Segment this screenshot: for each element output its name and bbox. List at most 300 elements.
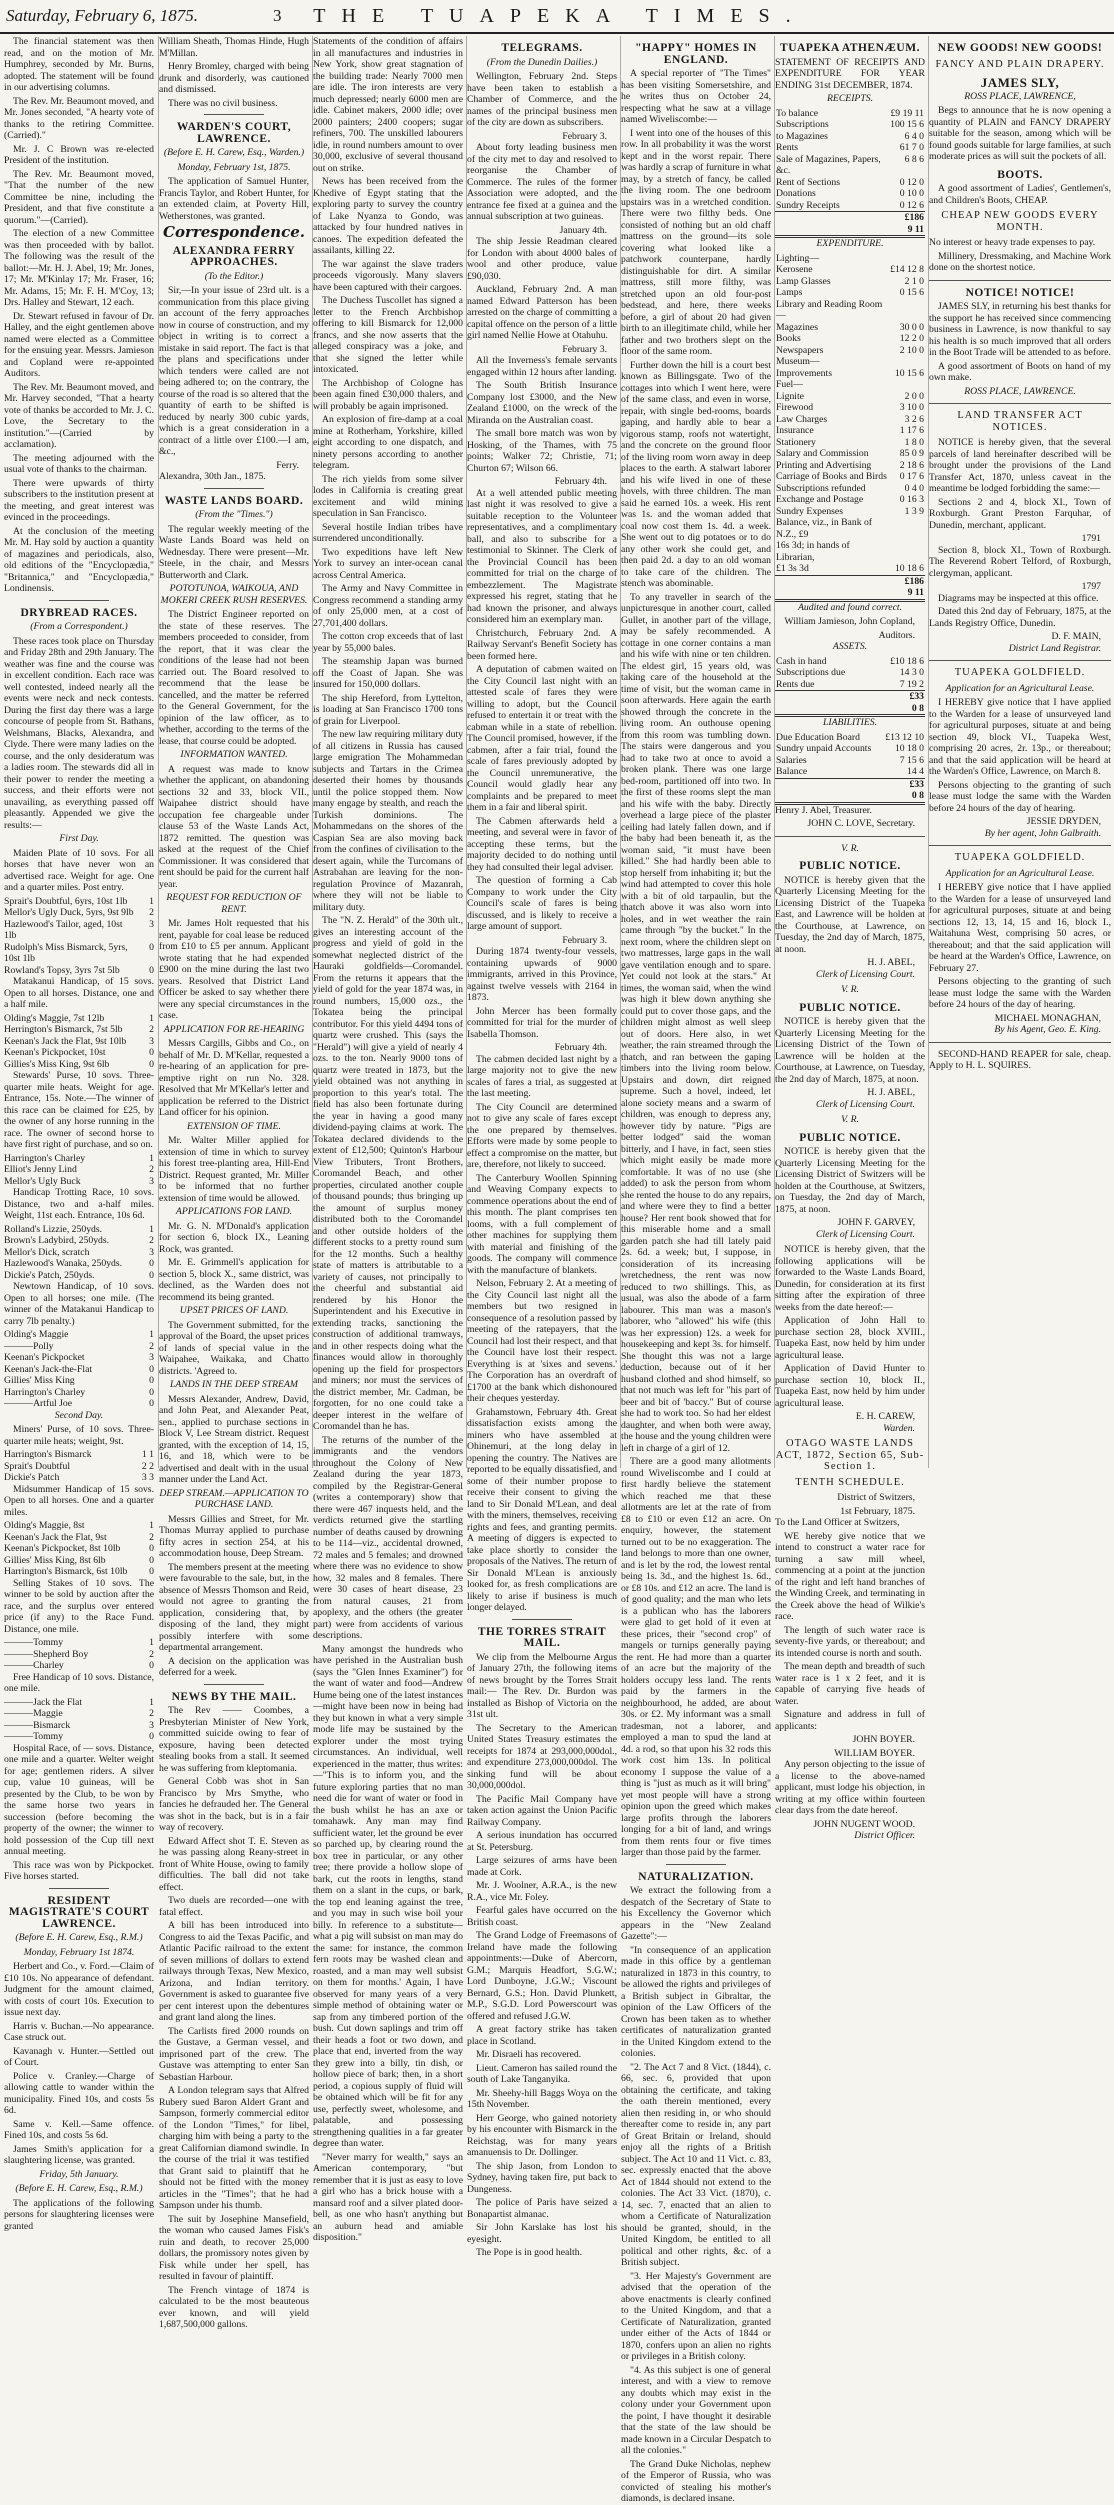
subheading: UPSET PRICES OF LAND. — [179, 1305, 289, 1316]
result-row — [4, 1164, 154, 1176]
account-amount: £14 12 8 — [890, 264, 924, 275]
placing: 0 — [149, 1566, 154, 1577]
paragraph: The new law requiring military duty of all citizens in Russia has caused large emigration The Mohammedan subjects and Tartars in the Crimea deserted their homes by thousands until the police stopped them. Now many engage by stealth, and reach the Turkish dominions. The Mohammedans on the shores of the Caspian Sea are also moving back from the confines of civilisation to the desert again, while the Turcomans of Astrabahan are leaving for the non-regulation Province of Mazanrah, where they will not be liable to military duty. — [313, 729, 463, 913]
subheading: Second Day. — [54, 1409, 104, 1421]
horse-name: ———Charley — [4, 1660, 64, 1671]
placing: 1 — [149, 1637, 154, 1648]
paragraph: The war against the slave traders proceeds vigorously. Many slavers have been captured with their cargoes. — [313, 258, 463, 293]
race-description: Handicap Trotting Race, 10 sovs. Distance, two and a-half miles. Weight, 11st each. Entrance, 10s 6d. — [4, 1187, 154, 1221]
account-amount: 3 10 0 — [899, 402, 924, 413]
paragraph: The Army and Navy Committee in Congress recommend a standing army of only 25,000 men, at a cost of 27,701,400 dollars. — [313, 583, 463, 629]
result-row — [4, 1660, 154, 1672]
paragraph: Several hostile Indian tribes have surrendered unconditionally. — [313, 521, 463, 544]
account-amount: 0 12 0 — [899, 176, 924, 188]
placing: 0 — [149, 1269, 154, 1281]
account-item: Insurance — [776, 425, 814, 436]
result-row — [4, 1341, 154, 1353]
horse-name: ———Jack the Flat — [4, 1696, 83, 1708]
account-row — [775, 379, 925, 391]
receipts-table — [775, 108, 925, 212]
account-amount — [889, 356, 925, 368]
date-line: February 3. — [562, 934, 607, 946]
headline-telegrams: TELEGRAMS. — [501, 42, 583, 54]
horse-name: ———Shepherd Boy — [4, 1648, 89, 1660]
horse-name: Harrington's Charley — [4, 1152, 86, 1164]
account-amount — [889, 517, 925, 540]
audit-note: Audited and found correct. — [797, 601, 903, 613]
result-row — [4, 1153, 154, 1165]
notice-text: Persons objecting to the granting of such lease must lodge the same with the Warden before 24 hours of the day of hearing. — [929, 779, 1111, 814]
horse-name: Dickie's Patch, 250yds. — [4, 1269, 95, 1281]
horse-name: Mellor's Ugly Buck — [4, 1175, 81, 1187]
placing: 2 — [149, 907, 154, 918]
result-row — [4, 1532, 154, 1544]
placing: 2 2 — [141, 1460, 154, 1472]
account-item: Salary and Commission — [776, 448, 869, 459]
paragraph: "4. As this subject is one of general interest, and with a view to remove any doubts which may exist in the colony under your Government upon the point, I have thought it desirable that the state of the law should be made known in a Circular Despatch to all the colonies." — [621, 2364, 771, 2456]
notice-text: Diagrams may be inspected at this office. — [938, 592, 1099, 604]
horse-name: Keenan's Pickpocket, 10st — [4, 1047, 106, 1058]
paragraph: The ship Jessie Readman cleared for London with about 4000 bales of wool and other produce, value £90,030. — [467, 236, 617, 282]
paragraph: The Grand Lodge of Freemasons of Ireland have made the following appointments:—Duke of Abercorn, G.M.; Marquis Headfort, S.G.W.; Lord Dunboyne, J.G.W.; Viscount Bernard, G.S.; Hon. David Plunkett, M.P., S.G.D. Lord Powerscourt was offered and refused J.G.W. — [467, 1930, 617, 2022]
signature-title: By his Agent, Geo. E. King. — [994, 1024, 1101, 1035]
paragraph: The meeting adjourned with the usual vote of thanks to the chairman. — [4, 452, 154, 475]
headline-wardens-court: WARDEN'S COURT, LAWRENCE. — [176, 121, 292, 145]
signature: D. F. MAIN, — [1051, 631, 1101, 642]
result-row — [4, 1566, 154, 1578]
horse-name: ———Artful Joe — [4, 1398, 73, 1409]
table-heading: ASSETS. — [832, 641, 868, 652]
placing: 0 — [149, 1386, 154, 1398]
receipts-total: £186 9 11 — [904, 212, 924, 235]
result-row — [4, 1258, 154, 1270]
paragraph: Same v. Kell.—Same offence. Fined 10s, and costs 5s 6d. — [4, 2118, 154, 2141]
result-row — [4, 896, 154, 908]
race-results — [4, 1449, 154, 1484]
notice-text: NOTICE is hereby given, that the following applications will be forwarded to the Waste Lands Board, Dunedin, for consideration at its first sitting after the expiration of three weeks from the date hereof:— — [775, 1244, 925, 1313]
byline: (Before E. H. Carew, Esq., R.M.) — [15, 1932, 143, 1943]
paragraph: The rich yields from some silver lodes in California is creating great excitement and wild mining speculation in San Francisco. — [313, 473, 463, 519]
account-amount: 6 4 0 — [904, 130, 924, 142]
account-item: 16s 3d; in hands of Librarian, — [776, 540, 850, 563]
paragraph: The Duchess Tuscollet has signed a letter to the French Archbishop offering to kill Bismarck for 12,000 francs, and she now asserts that the alleged conspiracy was a joke, and that she signed the letter while intoxicated. — [313, 295, 463, 375]
horse-name: Herrington's Bismarck, 7st 5lb — [4, 1024, 123, 1035]
assets-table — [775, 656, 925, 691]
account-amount: 0 10 0 — [899, 188, 924, 199]
horse-name: ———Bismarck — [4, 1719, 71, 1731]
signature-title: Clerk of Licensing Court. — [815, 1228, 915, 1240]
paragraph: Mr. J. C Brown was re-elected President of the institution. — [4, 143, 154, 166]
race-description: Matakanui Handicap, of 15 sovs. Open to all horses. Distance, one and a half mile. — [4, 976, 154, 1010]
notice-text: Application of John Hall to purchase section 28, block XVIII., Tuapeka East, now held by him under agricultural lease. — [775, 1315, 925, 1361]
account-row — [775, 667, 925, 679]
account-item: Balance, viz., in Bank of N.Z., £9 — [776, 517, 873, 540]
placing: 0 — [149, 1660, 154, 1671]
account-row — [775, 494, 925, 506]
paragraph: Dr. Stewart refused in favour of Dr. Halley, and the eight gentlemen above named were elected as a Committee for the ensuing year. Messrs. Jamieson and Copland were re-appointed Auditors. — [4, 310, 154, 379]
paragraph: Harris v. Buchan.—No appearance. Case struck out. — [4, 2020, 154, 2043]
advert-text: SECOND-HAND REAPER for sale, cheap. Apply to H. L. SQUIRES. — [929, 1048, 1111, 1071]
assets-total: £33 0 8 — [907, 691, 925, 716]
paragraph: Mr. Sheehy-hill Baggs Woya on the 15th November. — [467, 2087, 617, 2110]
account-item: Sale of Magazines, Papers, &c. — [776, 153, 881, 176]
horse-name: Brown's Ladybird, 250yds. — [4, 1235, 110, 1246]
account-amount: 10 18 6 — [894, 563, 924, 574]
race-results — [4, 1224, 154, 1282]
notice-text: Persons objecting to the granting of such lease must lodge the same with the Warden before 24 hours of the day of hearing. — [929, 976, 1111, 1010]
signature: JOHN F. GARVEY, — [837, 1217, 915, 1228]
column-2 — [158, 36, 309, 2330]
signature: H. J. ABEL, — [867, 1087, 915, 1098]
account-amount: 7 15 6 — [899, 754, 924, 766]
signature-title: District Officer. — [854, 1830, 915, 1841]
subheading: First Day. — [59, 833, 99, 844]
race-results — [4, 896, 154, 977]
placing: 0 — [149, 964, 154, 976]
paragraph: Lieut. Cameron has sailed round the south of Lake Tanganyika. — [467, 2062, 617, 2085]
subheading: DEEP STREAM.—APPLICATION TO PURCHASE LAND. — [159, 1487, 309, 1510]
signature-title: Warden. — [883, 1422, 915, 1434]
race-results — [4, 1329, 154, 1410]
race-description: Selling Stakes of 10 sovs. The winner to be sold by auction after the race, and the surplus over entered price (if any) to the Race Fund. Distance, one mile. — [4, 1577, 154, 1635]
headline-court: RESIDENT MAGISTRATE'S COURT LAWRENCE. — [8, 1894, 150, 1930]
horse-name: Mellor's Ugly Duck, 5yrs, 9st 9lb — [4, 907, 134, 918]
horse-name: Olding's Maggie — [4, 1329, 69, 1340]
paragraph: Sir John Karslake has lost his eyesight. — [467, 2222, 617, 2245]
paragraph: The "N. Z. Herald" of the 30th ult., gives an interesting account of the progress and yield of gold in the somewhat neglected district of the Hauraki goldfields—Coromandel. From the returns it appears that the yield of gold for the year 1874 was, in round numbers, 15,000 ozs., the Tokatea being the principal contributor. For this yield 4494 tons of quartz were crushed. This (says the "Herald") will give a yield of nearly 4 ozs. to the ton. Nearly 9000 tons of quartz were treated in 1873, but the yield obtained was not anything in proportion to this year's total. The field has also been fortunate during the year in having a good many dividend-paying claims at work. The Tokatea declared dividends to the extent of £12,500; Quinton's Harbour View Tributers, Tront Brothers, Coromandel Beach, and other properties, circulated another couple of thousand pounds; thus bringing up the amount of surplus money distributed both to the Coromandel and other outside holders of the different stocks to a pretty round sum for the 12 months. Such a healthy state of matters is attributable to a variety of causes, not principally to the cheerful and substantial aid rendered by his Honor the Superintendent and his Executive in extending tracks, sanctioning the construction of additional tramways, and in other respects doing what the finances would allow in thoroughly opening up the field for prospectors and miners; nor must the services of the district member, Mr. Cadman, be forgotten, for no one could take a deeper interest in the welfare of Coromandel than he has. — [313, 915, 463, 1432]
paragraph: The steamship Japan was burned off the Coast of Japan. She was insured for 150,000 dollars. — [313, 656, 463, 690]
account-row — [775, 437, 925, 449]
auditor-names: William Jamieson, John Copland, — [784, 616, 915, 627]
placing: 3 — [149, 1352, 154, 1363]
notice-text: NOTICE is hereby given that the Quarterly Licensing Meeting for the Licensing District of the Tuapeka East, and Lawrence will be holden at the Courthouse, at Lawrence, on Tuesday, the 2nd day of March, 1875, at noon. — [775, 874, 925, 955]
notice-text: NOTICE is hereby given, that the several parcels of land hereinafter described will be brought under the provisions of the Land Transfer Act, 1870, unless caveat in the meantime be lodged forbidding the same:— — [929, 437, 1111, 494]
divider — [204, 1684, 264, 1685]
account-item: Due Education Board — [776, 731, 860, 743]
headline-naturalization: NATURALIZATION. — [638, 1870, 754, 1883]
account-amount: 0 12 6 — [899, 199, 924, 211]
account-item: Sundry Receipts — [776, 199, 840, 211]
race-results — [4, 1153, 154, 1188]
result-row — [4, 1555, 154, 1567]
result-row — [4, 1398, 154, 1410]
headline-waste-lands: WASTE LANDS BOARD. — [164, 494, 304, 507]
notice-text: Sections 2 and 4, block XI., Town of Roxburgh. Grant Preston Farquhar, of Dunedin, merchant, applicant. — [929, 496, 1111, 531]
divider — [49, 600, 109, 601]
horse-name: Harrington's Charley — [4, 1386, 86, 1398]
race-results — [4, 1520, 154, 1578]
result-row — [4, 1364, 154, 1376]
paragraph: Further down the hill is a court best known as Billingsgate. Two of the cottages into which I went here, were of the same class, and even in worse, repair, with single bed-rooms, boards gaping, and hardly able to bear a vigorous stamp, roofs not watertight, and the concrete on the ground floor of the living room worn away in deep places to the earth. A stalwart laborer and his wife lived in one of these hovels, with three children. The man said he earned 10s. a week. His rent was 1s. and the woman added that coal now cost them 1s. 4d. a week. She went out to dig potatoes or to do any other work she could get, and then paid 2d. a day to an old woman to take care of the children. The stench was abominable. — [621, 359, 771, 589]
paragraph: James Smith's application for a slaughtering license, was granted. — [4, 2143, 154, 2166]
paragraph: Edward Affect shot T. E. Steven as he was passing along Reany-street in front of White House, owing to family difficulties. The ball did not take effect. — [159, 1835, 309, 1893]
account-row — [775, 253, 925, 265]
byline: (From the Dunedin Dailies.) — [486, 56, 598, 68]
paragraph: At a well attended public meeting last night it was resolved to give a suitable reception to the Volunteer representatives, and a complimentary ball, and also to subscribe for a testimonial to Skinner. The Clerk of the Provincial Council has been committed for trial on the charge of embezzlement. The Magistrate expressed his regret, stating that he had known the prisoner, and always considered him an exemplary man. — [467, 487, 617, 625]
account-row — [775, 264, 925, 276]
paragraph: Henry Bromley, charged with being drunk and disorderly, was cautioned and dismissed. — [159, 61, 309, 95]
horse-name: Olding's Maggie, 7st 12lb — [4, 1012, 105, 1024]
account-row — [775, 177, 925, 189]
advert-subheading: CHEAP NEW GOODS EVERY MONTH. — [941, 210, 1099, 233]
paragraph: The Rev. Mr. Beaumont moved, and Mr. Harvey seconded, "That a hearty vote of thanks be accorded to Mr. J. C. Love, the Secretary to the institution."—(Carried by acclamation). — [4, 381, 154, 450]
paragraph: We extract the following from a despatch of the Secretary of State to his Excellency the Governor which appears in the "New Zealand Gazette":— — [621, 1885, 771, 1942]
column-6 — [774, 36, 925, 1841]
placing: 1 — [149, 1223, 154, 1235]
result-row — [4, 1649, 154, 1661]
signature: JESSIE DRYDEN, — [1026, 816, 1101, 827]
public-notice-heading: PUBLIC NOTICE. — [799, 860, 901, 872]
notice-text: Application of David Hunter to purchase section 10, block II., Tuapeka East, now held by him under agricultural lease. — [775, 1363, 925, 1409]
liabilities-total: £33 0 8 — [907, 778, 925, 803]
account-amount: 0 17 6 — [899, 471, 924, 482]
paragraph: Sir,—In your issue of 23rd ult. is a communication from this place giving an account of the ferry approaches now in course of construction, and my object in writing is to correct a mistake in said report. The fact is that the plans and specifications under which tenders were called are not being adhered to; on the contrary, the course of the road is so altered that the quantity of earth to be shifted is reduced by nearly 300 cubic yards, which is a great consideration in a contract of a little over £100.—I am, &c., — [159, 285, 309, 457]
result-row — [4, 1059, 154, 1071]
paragraph: John Mercer has been formally committed for trial for the murder of Isabella Thomson. — [467, 1005, 617, 1040]
result-row — [4, 1697, 154, 1709]
column-5 — [620, 36, 771, 2504]
horse-name: Keenan's Jack-the-Flat — [4, 1363, 93, 1375]
divider — [512, 1619, 572, 1620]
result-row — [4, 965, 154, 977]
paragraph: Grahamstown, February 4th. Great dissatisfaction exists among the miners who have assembled at Ohinemuri, at the long delay in opening the country. The Natives are reported to be equally dissatisfied, and some of their number propose to receive their consent to giving the land to Sir Donald M'Lean, and deal with the miners, themselves, receiving rights and fees, and granting permits. A meeting of diggers is expected to take place shortly to consider the proposals of the Natives. The return of Sir Donald M'Lean is anxiously looked for, as fresh complications are likely to arise if business is much longer delayed. — [467, 1406, 617, 1613]
race-results — [4, 1013, 154, 1071]
paragraph: The South British Insurance Company lost £3000, and the New Zealand £1000, on the wreck of the Miranda on the Australian coast. — [467, 380, 617, 426]
account-amount: £10 18 6 — [890, 655, 924, 667]
result-row — [4, 1013, 154, 1025]
placing: 0 — [149, 1398, 154, 1409]
account-row — [775, 333, 925, 345]
headline-torres-strait-mail: THE TORRES STRAIT MAIL. — [477, 1625, 607, 1649]
paragraph: The suit by Josephine Mansefield, the woman who caused James Fisk's ruin and death, to recover 25,000 dollars, the promissory notes given by Fisk while under her spell, has resulted in favour of plaintiff. — [159, 2213, 309, 2282]
signature: Ferry. — [276, 459, 299, 471]
result-row — [4, 1731, 154, 1743]
subheading: APPLICATIONS FOR LAND. — [175, 1206, 293, 1217]
paragraph: The Secretary to the American United States Treasury estimates the receipts for 1874 at 293,000,000dol., and expenditure 273,000,000dol. The sinking fund will be about 30,000,000dol. — [467, 1722, 617, 1791]
account-amount: 7 19 2 — [899, 678, 924, 690]
notice-text: I HEREBY give notice that I have applied to the Warden for a lease of unsurveyed land for agricultural purposes, situate at and being section 49, block VI., Tuapeka West, comprising 20 acres, 2r. 13p., or thereabout; and that the said application will be heard at the Warden's Office, Lawrence, on March 8. — [929, 697, 1111, 777]
statement-title: STATEMENT OF RECEIPTS AND EXPENDITURE FOR YEAR ENDING 31st DECEMBER, 1874. — [775, 56, 925, 91]
divider — [49, 1888, 109, 1889]
notice-text: Dated this 2nd day of February, 1875, at the Lands Registry Office, Dunedin. — [929, 606, 1111, 629]
placing: 0 — [149, 1731, 154, 1742]
headline-ferry: ALEXANDRA FERRY APPROACHES. — [172, 244, 296, 268]
placing: 0 — [149, 1258, 154, 1269]
byline: (To the Editor.) — [204, 270, 264, 282]
paragraph: Large seizures of arms have been made at Cork. — [467, 1855, 617, 1878]
merchant-address: ROSS PLACE, LAWRENCE, — [964, 90, 1076, 102]
account-item: Salaries — [776, 754, 807, 766]
notice-text: The length of such water race is seventy-five yards, or thereabout; and its intended course is north and south. — [775, 1624, 925, 1659]
paragraph: Two duels are recorded—one with fatal effect. — [159, 1895, 309, 1918]
divider — [929, 280, 1111, 281]
result-row — [4, 1270, 154, 1282]
date-line: February 3. — [562, 130, 607, 142]
account-amount: 85 0 9 — [899, 448, 924, 459]
paragraph: Two expeditions have left New York to survey an inter-ocean canal across Central America. — [313, 546, 463, 581]
paragraph: The question of forming a Cab Company to work under the City Council's scale of fares is being discussed, and is likely to receive a large amount of support. — [467, 875, 617, 932]
advert-heading: LAND TRANSFER ACT NOTICES. — [957, 410, 1083, 433]
notice-text: NOTICE is hereby given that the Quarterly Licensing Meeting for the Licensing District of the Town of Lawrence will be holden at the Courthouse, at Lawrence, on Tuesday, the 2nd day of March, 1875, at noon. — [775, 1016, 925, 1085]
notice-number: 1797 — [1081, 581, 1101, 592]
paragraph: The application of Samuel Hunter, Francis Taylor, and Robert Hunter, for an extended claim, at Poverty Hill, Wetherstones, was granted. — [159, 176, 309, 222]
result-row — [4, 1352, 154, 1364]
issue-date: Saturday, February 6, 1875. — [6, 6, 199, 25]
paragraph: A bill has been introduced into Congress to aid the Texas Pacific, and Atlantic Pacific railroad to the extent of seven millions of dollars to extend railways through Texas, New Mexico, Arizona, and Indian territory. Government is asked to guarantee five per cent interest upon the debentures and grant land along the lines. — [159, 1920, 309, 2023]
paragraph: Statements of the condition of affairs in all manufactures and industries in New York, show great stagnation of the building trade: Nearly 7000 men are idle. The iron interests are very much depressed; nearly 6000 men are idle. Cabinet makers, 2000 idle; over 2000 painters; 2400 coopers; sugar refiners, 700. The unskilled labourers idle, in round numbers amount to over 30,000, exclusive of several thousand out on strike. — [313, 36, 463, 174]
subheading: POTOTUNOA, WAIKOUA, AND MOKERI CREEK RUSH RESERVES. — [160, 583, 308, 606]
expenditure-table — [775, 253, 925, 575]
column-3 — [312, 36, 463, 2243]
notice-text: Signature and address in full of applicants: — [775, 1709, 925, 1732]
account-amount: 61 7 0 — [899, 142, 924, 153]
column-1 — [4, 36, 154, 2232]
account-row — [775, 131, 925, 143]
account-item: Law Charges — [776, 413, 828, 425]
horse-name: Gillies's Miss King, 9st 6lb — [4, 1058, 110, 1070]
signature: JOHN BOYER. — [852, 1734, 915, 1745]
paragraph: The City Council are determined not to give any scale of fares except the one prepared by themselves. Efforts were made by some people to effect a compromise on the matter, but are, therefore, not likely to succeed. — [467, 1101, 617, 1170]
account-row — [775, 679, 925, 691]
paragraph: The Archbishop of Cologne has been again fined £30,000 thalers, and will probably be again imprisoned. — [313, 377, 463, 412]
subheading: INFORMATION WANTED. — [180, 749, 288, 760]
date-line: Monday, February 1st 1874. — [23, 1946, 135, 1958]
paragraph: "2. The Act 7 and 8 Vict. (1844), c. 66, sec. 6, provided that upon obtaining the certificate, and taking the oath therein mentioned, every alien then residing in, or who should thereafter come to reside in, any part of Great Britain or Ireland, should enjoy all the rights of a British subject. The Act 10 and 11 Vict. c. 83, sec. expressly enacted that the above Act of 1844 should not extend to the colonies. The Act 33 Vict. (1870), c. 14, sec. 7, enacted that an alien to whom a Certificate of Naturalization should be granted, should, in the United Kingdom, be entitled to all political and other rights, &c. of a British subject. — [621, 2061, 771, 2268]
account-amount: 6 8 6 — [904, 153, 924, 165]
account-row — [775, 299, 925, 322]
paragraph: Mr. J. Woolner, A.R.A., is the new R.A., vice Mr. Foley. — [467, 1880, 617, 1903]
paragraph: The police of Paris have seized a Bonapartist almanac. — [467, 2197, 617, 2220]
paragraph: The Carlists fired 2000 rounds on the Gustave, a German vessel, and imprisoned part of the crew. The Gustave was attempting to enter San Sebastian Harbour. — [159, 2025, 309, 2083]
race-description: Hospital Race, of — sovs. Distance, one mile and a quarter. Welter weight for age; gentlemen riders. A silver cup, value 10 guineas, will be presented by the Club, to be won by the same horse two years in succession (before becoming the property of the owner; the winner to hold possession of the Cup till next annual meeting. — [4, 1742, 154, 1857]
notice-text: The mean depth and breadth of such water race is 1 x 2 feet, and it is capable of carrying five heads of water. — [775, 1661, 925, 1707]
notice-number: 1791 — [1081, 533, 1101, 544]
account-item: Sundry Expenses — [776, 505, 843, 517]
result-row — [4, 942, 154, 965]
account-amount — [889, 379, 925, 391]
account-amount — [889, 299, 925, 322]
paragraph: Mr. E. Grimmell's application for section 5, block X., same district, was declined, as the Warden does not recommend its being granted. — [159, 1257, 309, 1303]
signature: JOHN NUGENT WOOD. — [813, 1818, 915, 1830]
paragraph: A serious inundation has occurred at St. Petersburg. — [467, 1830, 617, 1853]
result-row — [4, 1708, 154, 1720]
placing: 3 — [149, 1246, 154, 1258]
placing: 3 — [149, 1035, 154, 1047]
placing: 0 — [149, 1554, 154, 1566]
result-row — [4, 1235, 154, 1247]
horse-name: Keenan's Pickpocket — [4, 1352, 85, 1363]
horse-name: Rolland's Lizzie, 250yds. — [4, 1223, 103, 1235]
account-item: Firewood — [776, 402, 814, 413]
account-row — [775, 154, 925, 177]
advert-heading: BOOTS. — [997, 168, 1043, 181]
secretary: JOHN C. LOVE, Secretary. — [807, 818, 915, 829]
placing: 0 — [149, 1058, 154, 1070]
account-row — [775, 425, 925, 437]
headline-news-by-mail: NEWS BY THE MAIL. — [171, 1690, 297, 1703]
advert-text: Millinery, Dressmaking, and Machine Work done on the shortest notice. — [929, 250, 1111, 273]
account-amount: 1 17 6 — [899, 425, 924, 436]
horse-name: Keenan's Pickpocket, 8st 10lb — [4, 1543, 121, 1554]
merchant-address: ROSS PLACE, LAWRENCE. — [964, 385, 1076, 397]
date-line: 1st February, 1875. — [840, 1505, 915, 1517]
section-heading-correspondence: Correspondence. — [163, 223, 305, 241]
account-item: Lamps — [776, 287, 803, 298]
paragraph: A deputation of cabmen waited on the City Council last night with an attested scale of fares they were willing to adopt, but the Council refused to entertain it or treat with the cabman while in a state of rebellion. The Council promised, however, if the cabmen, after a fair trial, found the scale of fares previously adopted by the Council unremunerative, the Council would gladly hear any complaints and be prepared to meet them in a fair and liberal spirit. — [467, 664, 617, 813]
paragraph: The applications of the following persons for slaughtering licenses were granted — [4, 2197, 154, 2232]
account-item: Books — [776, 333, 801, 344]
act-heading: OTAGO WASTE LANDS ACT, 1872, Section 65, Sub-Section 1. — [775, 1438, 925, 1472]
paragraph: "Never marry for wealth," says an American contemporary, "but remember that it is just as easy to love a girl who has a brick house with a mansard roof and a silver plated door-bell, as one who hasn't anything but an auburn head and amiable disposition." — [313, 2151, 463, 2243]
subheading: APPLICATION FOR RE-HEARING — [163, 1023, 305, 1035]
horse-name: Hazlewood's Wanaka, 250yds. — [4, 1258, 123, 1269]
notice-text: NOTICE is hereby given that the Quarterly Licensing Meeting for the Licensing District of Switzers will be holden at the Courthouse, at Switzers, on Tuesday, the 2nd day of March, 1875, at noon. — [775, 1146, 925, 1215]
account-item: Donations — [776, 188, 816, 199]
date-line: February 4th. — [554, 1042, 607, 1053]
account-row — [775, 142, 925, 154]
horse-name: ———Tommy — [4, 1637, 64, 1648]
headline-drybread-races: DRYBREAD RACES. — [20, 606, 138, 619]
account-item: Lamp Glasses — [776, 275, 831, 287]
account-row — [775, 345, 925, 357]
horse-name: Sprait's Doubtful — [4, 1460, 71, 1472]
account-item: Lignite — [776, 390, 804, 402]
date-line: February 3. — [562, 343, 607, 355]
account-item: Kerosene — [776, 264, 813, 275]
paragraph: I went into one of the houses of this row. In all probability it was the worst kept and in the worst repair. There was hardly a scrap of furniture in what may, by a stretch of fancy, be called the living room. The one bedroom upstairs was in a wretched condition. There were two filthy beds. One consisted of nothing but an old chaff mattress on the ground—its sole covering what looked like a patchwork counterpane, hardly distinguishable for dirt. A similar mattress, still more filthy, was stretched upon an old four-post bedstead, and here, there weeks before, a girl of about 20 had given birth to an illegitimate child, while her father and two brothers slept on the floor of the same room. — [621, 127, 771, 357]
column-4 — [466, 36, 617, 2258]
auditors: Auditors. — [878, 629, 915, 641]
advert-text: No interest or heavy trade expenses to pay. — [929, 237, 1096, 248]
result-row — [4, 1720, 154, 1732]
paragraph: Kavanagh v. Hunter.—Settled out of Court. — [4, 2045, 154, 2068]
signature-title: Clerk of Licensing Court. — [815, 968, 915, 980]
result-row — [4, 1449, 154, 1461]
paragraph: Messrs Cargills, Gibbs and Co., on behalf of Mr. D. M'Kellar, requested a re-hearing of an application for pre-emptive right on run No. 328. Resolved that Mr M'Kellar's letter and application be referred to the District Land officer for his opinion. — [159, 1038, 309, 1118]
masthead — [0, 0, 1114, 34]
paragraph: The Canterbury Woollen Spinning and Weaving Company expects to commence operations about the end of this month. The plant comprises ten looms, with a full complement of other machines for supplying them with material and finishing of the goods. The company will commence with the manufacture of blankets. — [467, 1172, 617, 1276]
result-row — [4, 1329, 154, 1341]
race-results — [4, 1697, 154, 1743]
headline-happy-homes: "HAPPY" HOMES IN ENGLAND. — [635, 42, 757, 66]
result-row — [4, 1247, 154, 1259]
schedule-heading: TENTH SCHEDULE. — [795, 1476, 905, 1488]
placing: 2 — [149, 1235, 154, 1246]
advert-text: A good assortment of Ladies', Gentlemen's, and Children's Boots, CHEAP. — [929, 183, 1111, 206]
paragraph: Wellington, February 2nd. Steps have been taken to establish a Chamber of Commerce, and the names of the principal business men of the city are down as subscribers. — [467, 71, 617, 128]
account-amount: 10 15 6 — [894, 367, 924, 379]
placing: 0 — [149, 1375, 154, 1386]
account-item: Balance — [776, 766, 808, 777]
paragraph: Alexandra, 30th Jan., 1875. — [159, 471, 266, 482]
placing: 1 — [149, 1696, 154, 1708]
result-row — [4, 1224, 154, 1236]
advert-text: A good assortment of Boots on hand of my own make. — [929, 360, 1111, 383]
horse-name: Olding's Maggie, 8st — [4, 1520, 85, 1531]
account-item: Newspapers — [776, 344, 824, 356]
placing: 2 — [149, 1340, 154, 1352]
result-row — [4, 1472, 154, 1484]
result-row — [4, 1637, 154, 1649]
subheading: REQUEST FOR REDUCTION OF RENT. — [166, 892, 302, 915]
public-notice-heading: PUBLIC NOTICE. — [799, 1001, 901, 1014]
signature-title: District Land Registrar. — [1008, 642, 1101, 654]
byline: (Before E. H. Carew, Esq., R.M.) — [15, 2183, 143, 2194]
account-amount — [889, 540, 925, 563]
account-amount: 2 1 0 — [904, 275, 924, 287]
race-results — [4, 1637, 154, 1672]
account-row — [775, 743, 925, 755]
